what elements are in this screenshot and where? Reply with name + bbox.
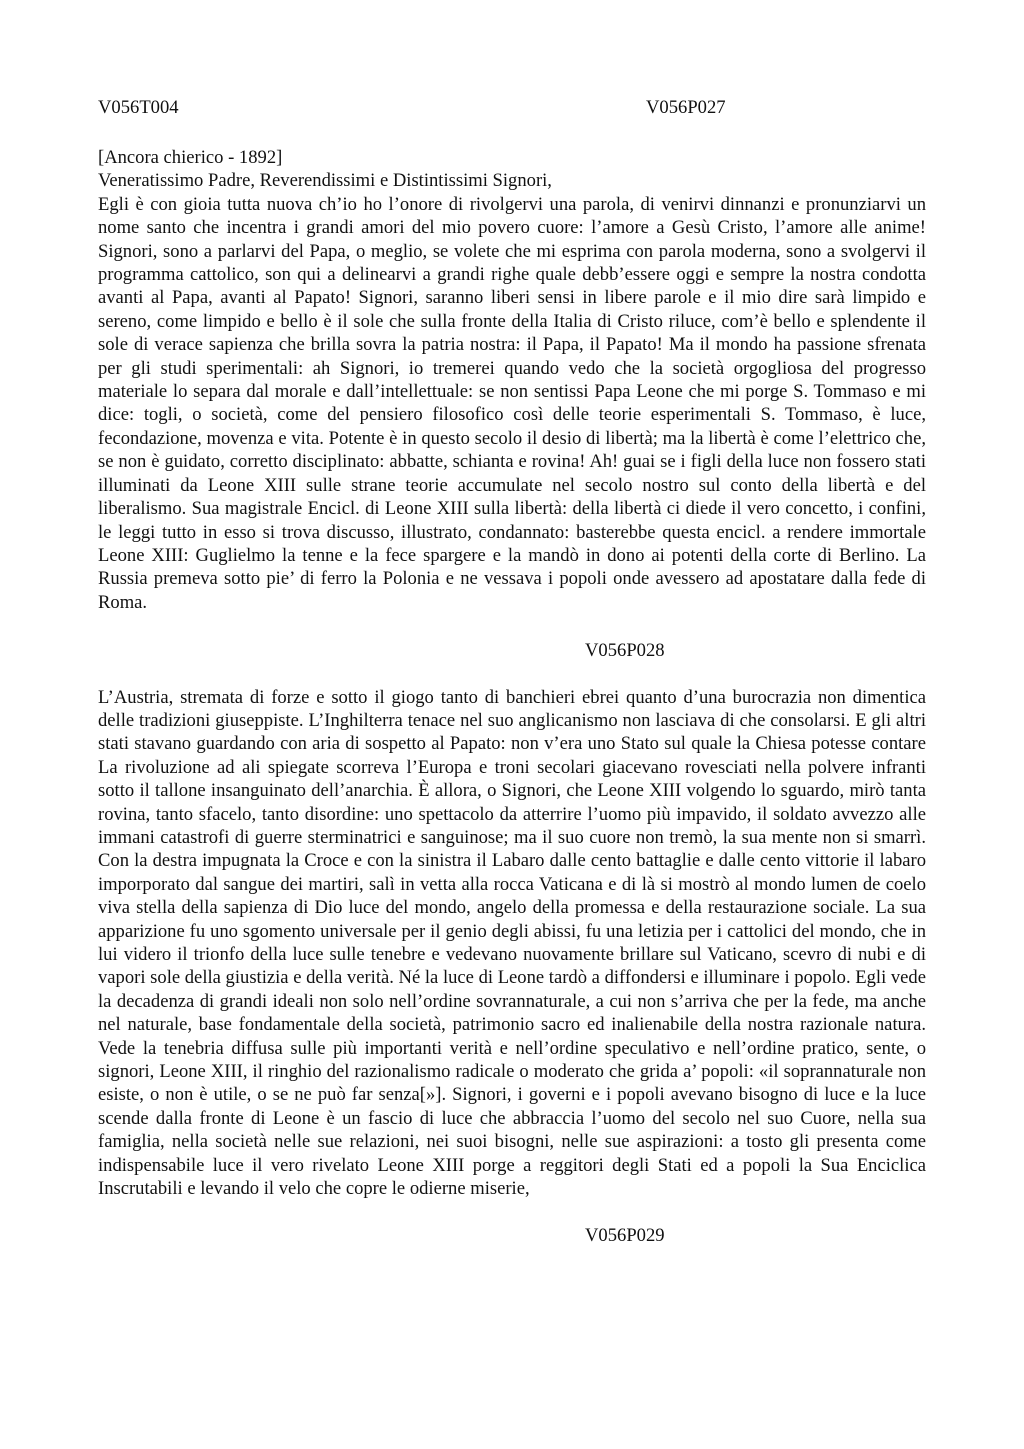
date-note: [Ancora chierico - 1892] — [98, 147, 283, 168]
page-code: V056P027 — [646, 97, 726, 118]
document-code: V056T004 — [98, 97, 179, 118]
salutation: Veneratissimo Padre, Reverendissimi e Distintissimi Signori, — [98, 170, 552, 192]
page-marker-028: V056P028 — [585, 640, 665, 662]
document-page — [98, 96, 926, 1248]
paragraph-1: Egli è con gioia tutta nuova ch’io ho l’onore di rivolgervi una parola, di venirvi dinnanzi e pronunziarvi un nome santo che incentra i grandi amori del mio povero cuore: l’amore a Gesù Cristo, l’amore alle anime! Signori, sono a parlarvi del Papa, o meglio, se volete che mi esprima con parola moderna, sono a svolgervi il programma cattolico, son qui a delinearvi a grandi righe quale debb’essere oggi e sempre la nostra condotta avanti al Papa, avanti al Papato! Signori, saranno liberi sensi in libere parole e il mio dire sarà limpido e sereno, come limpido e bello è il sole che sulla fronte della Italia di Cristo riluce, com’è bello e splendente il sole di verace sapienza che brilla sovra la patria nostra: il Papa, il Papato! Ma il mondo ha passione sfrenata per gli studi sperimentali: ah Signori, io tremerei quando vedo che la società orgogliosa del progresso materiale lo separa dal morale e dall’intellettuale: se non sentissi Papa Leone che mi porge S. Tommaso e mi dice: togli, o società, come del pensiero filosofico così delle teorie esperimentali S. Tommaso, è luce, fecondazione, movenza e vita. Potente è in questo secolo il desio di libertà; ma la libertà è come l’elettrico che, se non è guidato, corretto disciplinato: abbatte, schianta e rovina! Ah! guai se i figli della luce non fossero stati illuminati da Leone XIII sulle strane teorie accumulate nel secolo nostro sul conto della libertà e del liberalismo. Sua magistrale Encicl. di Leone XIII sulla libertà: della libertà ci diede il vero concetto, i confini, le leggi tutto in esso si trova discusso, illustrato, condannato: basterebbe questa encicl. a rendere immortale Leone XIII: Guglielmo la tenne e la fece spargere e la mandò in dono ai potenti della corte di Berlino. La Russia premeva sotto pie’ di ferro la Polonia e ne vessava i popoli onde avessero ad apostatare dalla fede di Roma. — [98, 193, 926, 613]
header-row — [98, 96, 926, 120]
page-marker-029: V056P029 — [585, 1225, 665, 1247]
paragraph-2: L’Austria, stremata di forze e sotto il giogo tanto di banchieri ebrei quanto d’una burocrazia non dimentica delle tradizioni giuseppiste. L’Inghilterra tenace nel suo anglicanismo non lasciava di che consolarsi. E gli altri stati stavano guardando con aria di sospetto al Papato: non v’era uno Stato sul quale la Chiesa potesse contare La rivoluzione ad ali spiegate scorreva l’Europa e troni secolari giacevano rovesciati nella polvere infranti sotto il tallone insanguinato dell’anarchia. È allora, o Signori, che Leone XIII volgendo lo sguardo, mirò tanta rovina, tanto sfacelo, tanto disordine: uno spettacolo da atterrire l’uomo più impavido, il soldato avvezzo alle immani catastrofi di guerre sterminatrici e sanguinose; ma il suo cuore non tremò, la sua mente non si smarrì. Con la destra impugnata la Croce e con la sinistra il Labaro dalle cento battaglie e dalle cento vittorie il labaro imporporato dal sangue dei martiri, salì in vetta alla rocca Vaticana e di là si mostrò al mondo lumen de coelo viva stella della sapienza di Dio luce del mondo, angelo della promessa e della restaurazione sociale. La sua apparizione fu uno sgomento universale per il genio degli abissi, fu una letizia per i cattolici del mondo, che in lui videro il trionfo della luce sulle tenebre e vedevano nuovamente brillare sul Vaticano, scevro di nubi e di vapori sole della giustizia e della verità. Né la luce di Leone tardò a diffondersi e illuminare i popolo. Egli vede la decadenza di grandi ideali non solo nell’ordine sovrannaturale, a cui non s’arriva che per la fede, ma anche nel naturale, base fondamentale della società, patrimonio sacro ed inalienabile della nostra razionale natura. Vede la tenebria diffusa sulle più importanti verità e nell’ordine speculativo e nell’ordine pratico, sente, o signori, Leone XIII, il ringhio del razionalismo radicale o moderato che grida a’ popoli: «il soprannaturale non esiste, o non è utile, o se ne può far senza[»]. Signori, i governi e i popoli avevano bisogno di luce e la luce scende dalla fronte di Leone è un fascio di luce che abbraccia l’uomo del secolo nel suo Cuore, nella sua famiglia, nella società nelle sue relazioni, nei suoi bisogni, nelle sue aspirazioni: a tosto gli presenta come indispensabile luce il vero rivelato Leone XIII porge a reggitori degli Stati ed a popoli la Sua Enciclica Inscrutabili e levando il velo che copre le odierne miserie, — [98, 686, 926, 1200]
